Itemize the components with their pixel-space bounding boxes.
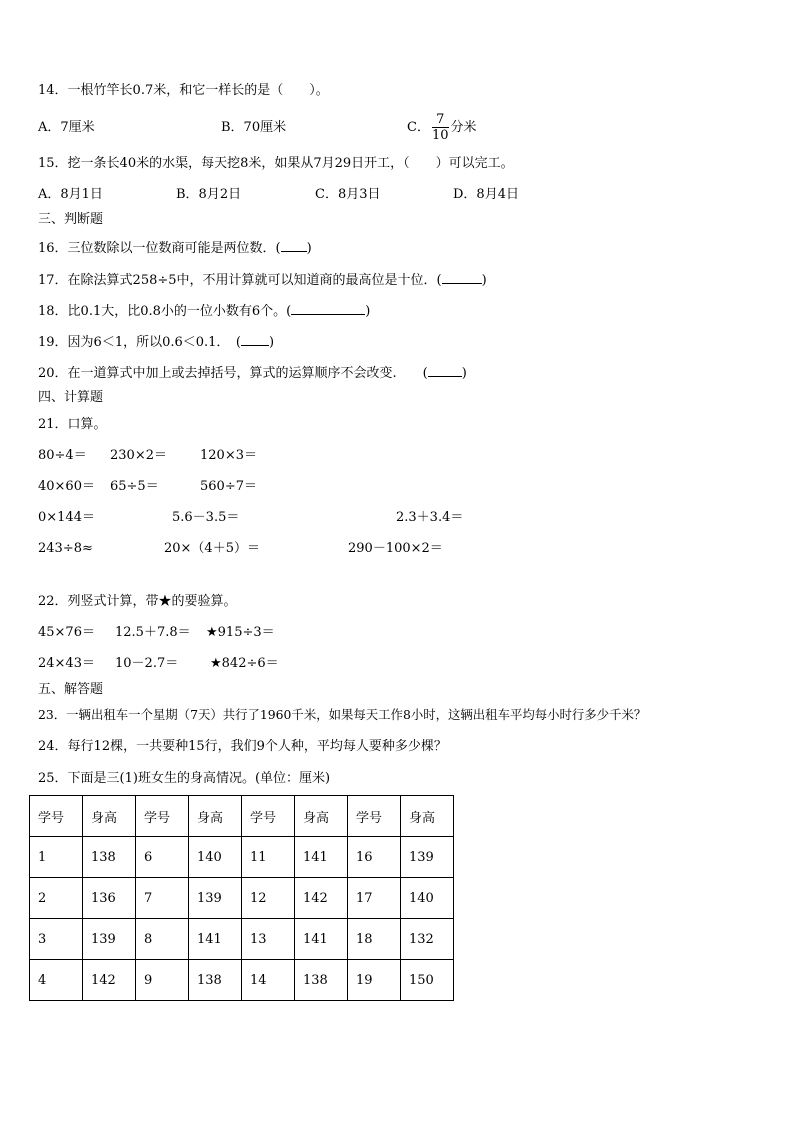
q21-item: 560÷7＝: [200, 479, 257, 494]
q15-option-d: D．8月4日: [453, 187, 519, 202]
table-cell: 139: [189, 878, 242, 919]
q18-close: ): [365, 304, 371, 319]
q21-item: 243÷8≈: [38, 541, 93, 556]
q19-close: ): [269, 335, 275, 350]
table-row: [30, 837, 454, 878]
question-23: 23．一辆出租车一个星期（7天）共行了1960千米，如果每天工作8小时，这辆出租车平均每小时行多少千米？: [38, 707, 647, 722]
fraction-7-10: [432, 112, 449, 143]
q22-item: 10－2.7＝: [115, 656, 179, 671]
table-cell: 136: [83, 878, 136, 919]
q21-item: 20×（4＋5）＝: [164, 541, 260, 556]
header-cell: 学号: [30, 796, 83, 837]
q18-text: 18．比0.1大，比0.8小的一位小数有6个。(: [38, 304, 292, 319]
q21-item: 5.6－3.5＝: [172, 510, 240, 525]
table-cell: 16: [348, 837, 401, 878]
header-cell: 学号: [136, 796, 189, 837]
q20-text: 20．在一道算式中加上或去掉括号，算式的运算顺序不会改变. (: [38, 366, 428, 381]
q22-item: 24×43＝: [38, 656, 95, 671]
q19-answer-blank[interactable]: [241, 333, 269, 346]
q15-option-a: A．8月1日: [38, 187, 103, 202]
q21-item: 65÷5＝: [110, 479, 159, 494]
header-cell: 学号: [348, 796, 401, 837]
section-heading-calculation: 四、计算题: [38, 390, 104, 405]
q25-title: 25．下面是三(1)班女生的身高情况。(单位：厘米): [38, 771, 331, 786]
q19-text: 19．因为6＜1，所以0.6＜0.1． (: [38, 335, 242, 350]
table-cell: 141: [295, 837, 348, 878]
table-cell: 3: [30, 919, 83, 960]
table-cell: 140: [189, 837, 242, 878]
header-cell: 身高: [189, 796, 242, 837]
table-cell: 13: [242, 919, 295, 960]
table-cell: 14: [242, 960, 295, 1001]
q14-option-c-prefix: C．: [407, 120, 430, 135]
q22-title: 22．列竖式计算，带★的要验算。: [38, 594, 237, 609]
section-heading-judgement: 三、判断题: [38, 212, 104, 227]
question-19: [38, 333, 274, 351]
q22-item: ★915÷3＝: [206, 625, 275, 640]
table-cell: 2: [30, 878, 83, 919]
table-cell: 11: [242, 837, 295, 878]
q14-option-a: A．7厘米: [38, 120, 95, 135]
table-cell: 12: [242, 878, 295, 919]
table-header-row: [30, 796, 454, 837]
fraction-denominator: 10: [431, 128, 449, 143]
q21-item: 290－100×2＝: [348, 541, 443, 556]
q17-close: ): [481, 273, 487, 288]
header-cell: 学号: [242, 796, 295, 837]
table-cell: 18: [348, 919, 401, 960]
header-cell: 身高: [401, 796, 454, 837]
table-cell: 1: [30, 837, 83, 878]
table-cell: 150: [401, 960, 454, 1001]
table-row: [30, 919, 454, 960]
q14-option-c-suffix: 分米: [450, 120, 477, 135]
q21-item: 40×60＝: [38, 479, 95, 494]
table-cell: 6: [136, 837, 189, 878]
table-cell: 19: [348, 960, 401, 1001]
table-row: [30, 878, 454, 919]
table-cell: 4: [30, 960, 83, 1001]
section-heading-word-problems: 五、解答题: [38, 682, 104, 697]
table-cell: 140: [401, 878, 454, 919]
question-15: 15．挖一条长40米的水渠，每天挖8米，如果从7月29日开工，（ ）可以完工。: [38, 156, 514, 171]
q21-item: 80÷4＝: [38, 448, 87, 463]
question-16: [38, 239, 312, 257]
q20-answer-blank[interactable]: [428, 364, 462, 377]
table-cell: 142: [295, 878, 348, 919]
table-cell: 132: [401, 919, 454, 960]
header-cell: 身高: [295, 796, 348, 837]
q21-item: 0×144＝: [38, 510, 95, 525]
table-cell: 17: [348, 878, 401, 919]
q18-answer-blank[interactable]: [291, 302, 365, 315]
q22-item: 12.5＋7.8＝: [115, 625, 191, 640]
q17-answer-blank[interactable]: [442, 271, 482, 284]
q21-item: 2.3＋3.4＝: [396, 510, 464, 525]
table-cell: 9: [136, 960, 189, 1001]
q14-option-c: [407, 106, 477, 150]
q21-title: 21．口算。: [38, 417, 107, 432]
table-cell: 141: [189, 919, 242, 960]
question-20: [38, 364, 467, 382]
header-cell: 身高: [83, 796, 136, 837]
table-cell: 141: [295, 919, 348, 960]
q16-text: 16．三位数除以一位数商可能是两位数．(: [38, 241, 281, 256]
question-17: [38, 271, 487, 289]
table-cell: 8: [136, 919, 189, 960]
q15-option-c: C．8月3日: [315, 187, 381, 202]
table-cell: 139: [401, 837, 454, 878]
q22-item: 45×76＝: [38, 625, 95, 640]
q15-option-b: B．8月2日: [176, 187, 242, 202]
q21-item: 230×2＝: [110, 448, 167, 463]
q20-close: ): [461, 366, 467, 381]
table-cell: 142: [83, 960, 136, 1001]
question-24: 24．每行12棵，一共要种15行，我们9个人种，平均每人要种多少棵？: [38, 739, 447, 754]
table-cell: 138: [295, 960, 348, 1001]
height-table: [29, 795, 454, 1001]
q16-answer-blank[interactable]: [281, 239, 307, 252]
fraction-numerator: 7: [432, 112, 449, 128]
table-row: [30, 960, 454, 1001]
table-cell: 139: [83, 919, 136, 960]
q22-item: ★842÷6＝: [210, 656, 279, 671]
table-cell: 138: [189, 960, 242, 1001]
question-14: 14．一根竹竿长0.7米，和它一样长的是（ ）。: [38, 83, 329, 98]
q21-item: 120×3＝: [200, 448, 257, 463]
q14-option-b: B．70厘米: [221, 120, 287, 135]
table-cell: 138: [83, 837, 136, 878]
question-18: [38, 302, 370, 320]
table-cell: 7: [136, 878, 189, 919]
q17-text: 17．在除法算式258÷5中，不用计算就可以知道商的最高位是十位．(: [38, 273, 442, 288]
q16-close: ): [306, 241, 312, 256]
